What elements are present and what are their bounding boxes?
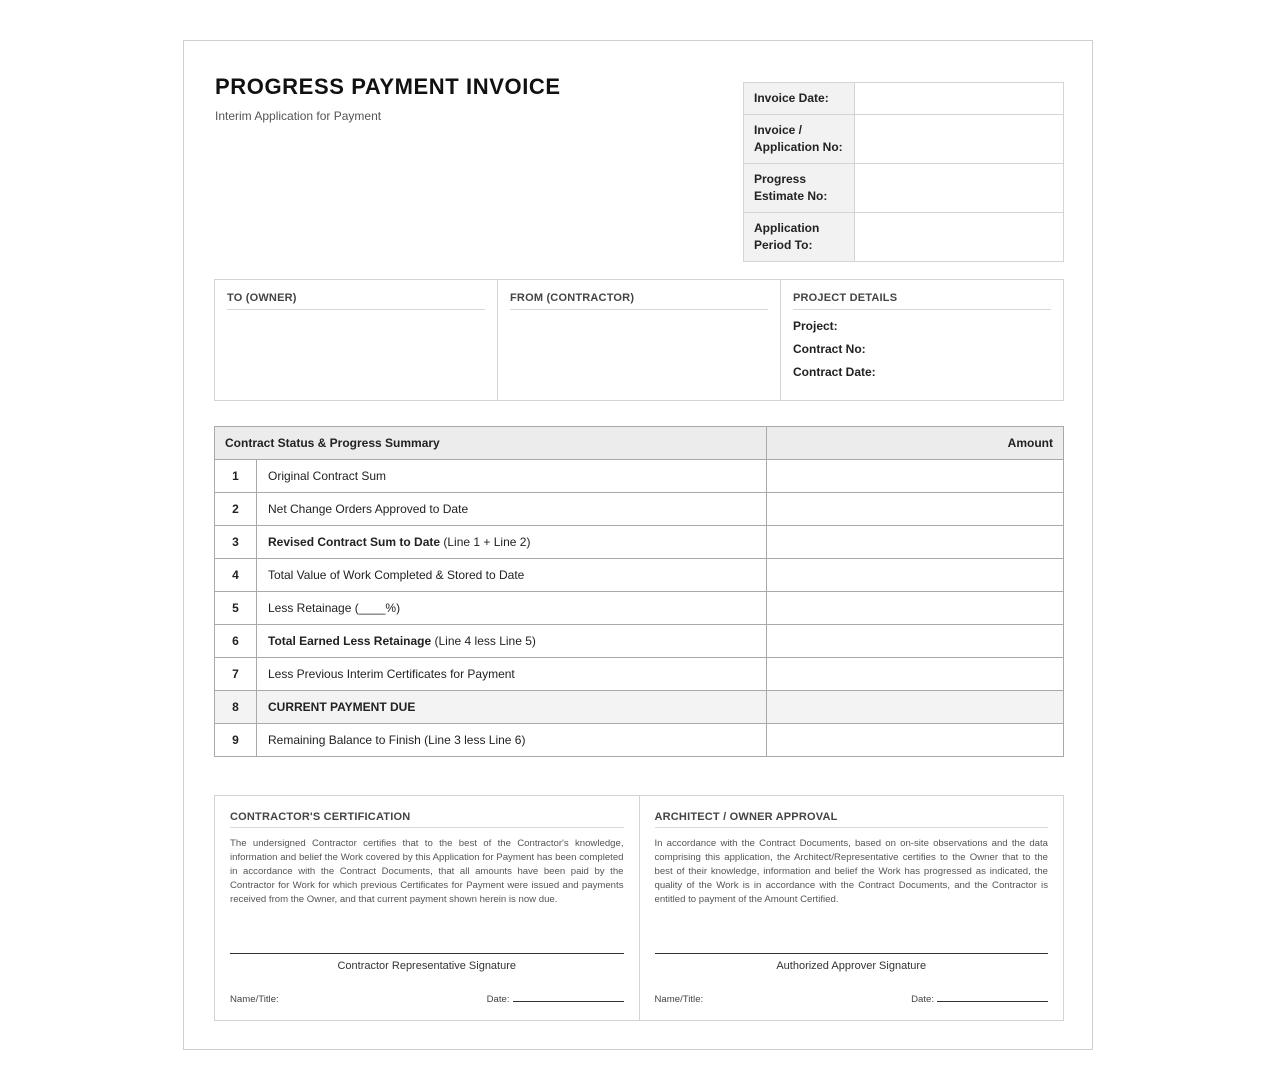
date-field-line[interactable] [513,992,624,1002]
line-number: 4 [215,559,257,592]
line-amount-field[interactable] [767,691,1064,724]
meta-label: Invoice Date: [744,83,855,115]
approver-signature-label: Authorized Approver Signature [776,960,927,972]
name-title-label: Name/Title: [654,994,704,1005]
line-number: 1 [215,460,257,493]
line-number: 6 [215,625,257,658]
meta-row-invoice-date [744,83,1064,115]
line-amount-field[interactable] [767,592,1064,625]
table-row [215,559,1064,592]
owner-heading: TO (OWNER) [227,292,485,310]
contractor-cert-heading: CONTRACTOR'S CERTIFICATION [230,811,624,828]
parties-section [214,279,1064,401]
certification-section [214,795,1064,1021]
line-number: 5 [215,592,257,625]
line-number: 9 [215,724,257,757]
project-heading: PROJECT DETAILS [793,292,1051,310]
line-number: 7 [215,658,257,691]
approver-certification [639,796,1064,1020]
table-row [215,460,1064,493]
line-description: Revised Contract Sum to Date (Line 1 + Line 2) [257,526,767,559]
period-to-field[interactable] [855,213,1064,262]
line-description: Less Previous Interim Certificates for Payment [257,658,767,691]
line-description: Net Change Orders Approved to Date [257,493,767,526]
meta-row-period-to [744,213,1064,262]
line-amount-field[interactable] [767,625,1064,658]
line-number: 3 [215,526,257,559]
invoice-date-field[interactable] [855,83,1064,115]
invoice-page [183,40,1093,1050]
line-amount-field[interactable] [767,559,1064,592]
date-label: Date: [911,994,934,1005]
table-row [215,592,1064,625]
line-amount-field[interactable] [767,526,1064,559]
line-description: Less Retainage (____%) [257,592,767,625]
progress-summary-table [214,426,1064,757]
line-number: 2 [215,493,257,526]
contractor-box[interactable] [497,280,780,400]
project-details-box [780,280,1063,400]
contractor-signature-label: Contractor Representative Signature [337,960,517,972]
contract-date-label: Contract Date: [793,365,876,379]
line-description: Remaining Balance to Finish (Line 3 less Line 6) [257,724,767,757]
contractor-cert-footer [230,992,624,1005]
application-no-field[interactable] [855,115,1064,164]
contract-no-label: Contract No: [793,342,866,356]
line-amount-field[interactable] [767,658,1064,691]
project-label: Project: [793,319,838,333]
table-row [215,658,1064,691]
line-amount-field[interactable] [767,460,1064,493]
owner-box[interactable] [215,280,497,400]
estimate-no-field[interactable] [855,164,1064,213]
date-label: Date: [486,994,510,1005]
page-subtitle: Interim Application for Payment [215,109,382,123]
contractor-certification [215,796,639,1020]
summary-heading: Contract Status & Progress Summary [215,427,767,460]
line-amount-field[interactable] [767,724,1064,757]
invoice-meta-table [743,82,1064,262]
approver-signature-line[interactable] [655,953,1049,954]
table-row [215,724,1064,757]
line-description: Total Earned Less Retainage (Line 4 less Line 5) [257,625,767,658]
table-row [215,493,1064,526]
amount-heading: Amount [767,427,1064,460]
meta-label: Application Period To: [744,213,855,262]
current-payment-due-row [215,691,1064,724]
line-amount-field[interactable] [767,493,1064,526]
summary-header-row [215,427,1064,460]
contractor-heading: FROM (CONTRACTOR) [510,292,768,310]
line-description: Original Contract Sum [257,460,767,493]
meta-row-estimate-no [744,164,1064,213]
line-number: 8 [215,691,257,724]
contractor-signature-line[interactable] [230,953,624,954]
date-field-line[interactable] [937,992,1048,1002]
approver-cert-text: In accordance with the Contract Documents, based on on-site observations and the data comprising this application, the Architect/Representative certifies to the Owner that to the best of their knowledge, information and belief the Work has progressed as indicated, the quality of the Work is in accordance with the Contract Documents, and the Contractor is entitled to payment of the Amount Certified. [654,838,1048,905]
approver-cert-heading: ARCHITECT / OWNER APPROVAL [655,811,1049,828]
contractor-cert-text: The undersigned Contractor certifies that to the best of the Contractor's knowledge, information and belief the Work covered by this Application for Payment has been completed in accordance with the Contract Documents, that all amounts have been paid by the Contractor for Work for which previous Certificates for Payment were issued and payments received from the Owner, and that current payment shown herein is now due. [230,838,624,905]
date-block [911,992,1048,1005]
approver-cert-footer [655,992,1049,1005]
meta-label: Progress Estimate No: [744,164,855,213]
table-row [215,526,1064,559]
page-title: PROGRESS PAYMENT INVOICE [215,74,561,99]
meta-row-application-no [744,115,1064,164]
meta-label: Invoice / Application No: [744,115,855,164]
line-description: Total Value of Work Completed & Stored to Date [257,559,767,592]
date-block [487,992,624,1005]
table-row [215,625,1064,658]
name-title-label: Name/Title: [230,994,279,1005]
line-description: CURRENT PAYMENT DUE [257,691,767,724]
